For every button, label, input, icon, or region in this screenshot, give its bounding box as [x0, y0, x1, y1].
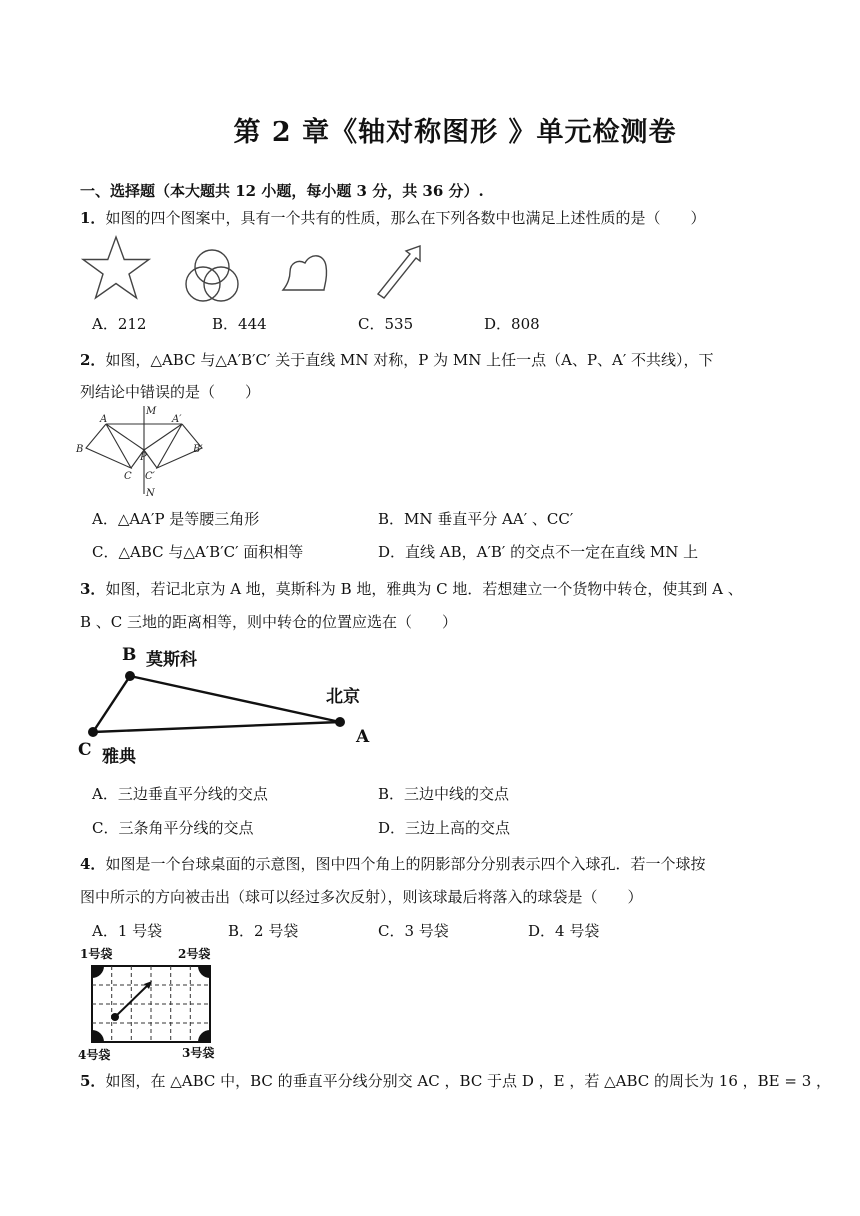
fig3-label-beijing: 北京	[326, 687, 360, 707]
question-5-number: 5．	[80, 1072, 106, 1090]
question-2-line2: 列结论中错误的是（ ）	[80, 383, 261, 401]
question-4-line1	[80, 853, 705, 874]
question-2-number: 2．	[80, 351, 106, 369]
q3-option-d: D．三边上高的交点	[378, 819, 511, 837]
fig2-label-m: M	[146, 406, 157, 417]
q1-option-b: B．444	[212, 315, 267, 333]
question-1-figures	[78, 232, 438, 306]
question-4-line2: 图中所示的方向被击出（球可以经过多次反射），则该球最后将落入的球袋是（ ）	[80, 888, 643, 906]
three-circles-icon	[186, 250, 238, 301]
question-3-line1	[80, 578, 743, 599]
section-heading: 一、选择题（本大题共 12 小题，每小题 3 分，共 36 分）.	[80, 182, 484, 200]
pocket-1-label: 1号袋	[80, 947, 113, 961]
q1-option-c: C．535	[358, 315, 414, 333]
q2-option-d: D．直线 AB，A′B′ 的交点不一定在直线 MN 上	[378, 543, 699, 561]
fig2-label-p: P	[140, 452, 147, 463]
question-3-text: 如图，若记北京为 A 地，莫斯科为 B 地，雅典为 C 地．若想建立一个货物中转仓，使其到 A 、	[105, 580, 743, 598]
fig2-label-b-prime: B′	[193, 444, 203, 455]
fig3-label-c: C	[78, 740, 92, 760]
arrow-icon	[378, 246, 420, 298]
fig2-label-c-prime: C′	[145, 471, 155, 482]
fig3-label-athens: 雅典	[102, 747, 136, 767]
star-icon	[83, 237, 149, 298]
fig3-label-moscow: 莫斯科	[146, 650, 197, 670]
question-3-number: 3．	[80, 580, 106, 598]
q1-option-d: D．808	[484, 315, 540, 333]
question-1-number: 1．	[80, 209, 106, 227]
pocket-3-label: 3号袋	[182, 1046, 215, 1060]
page-title: 第 2 章《轴对称图形 》单元检测卷	[233, 117, 677, 148]
q4-option-a: A．1 号袋	[92, 922, 163, 940]
q4-option-b: B．2 号袋	[228, 922, 299, 940]
fig3-label-b: B	[122, 645, 137, 665]
q4-option-d: D．4 号袋	[528, 922, 600, 940]
pocket-2-label: 2号袋	[178, 947, 211, 961]
question-2-line1	[80, 349, 714, 370]
question-3-figure	[74, 640, 384, 770]
question-4-number: 4．	[80, 855, 106, 873]
question-4-text: 如图是一个台球桌面的示意图，图中四个角上的阴影部分分别表示四个入球孔．若一个球按	[105, 855, 706, 873]
q3-option-b: B．三边中线的交点	[378, 785, 510, 803]
question-1	[80, 207, 705, 228]
question-2-figure	[74, 404, 214, 500]
question-3-line2: B 、C 三地的距离相等，则中转仓的位置应选在（ ）	[80, 613, 458, 631]
q2-option-c: C．△ABC 与△A′B′C′ 面积相等	[92, 543, 304, 561]
fig2-label-c: C	[124, 471, 132, 482]
q3-option-c: C．三条角平分线的交点	[92, 819, 254, 837]
q2-option-b: B．MN 垂直平分 AA′ 、CC′	[378, 510, 574, 528]
q3-option-a: A．三边垂直平分线的交点	[92, 785, 268, 803]
fig2-label-a: A	[100, 414, 108, 425]
q2-option-a: A．△AA′P 是等腰三角形	[92, 510, 260, 528]
question-1-text: 如图的四个图案中，具有一个共有的性质，那么在下列各数中也满足上述性质的是（ ）	[105, 209, 706, 227]
question-5	[80, 1070, 831, 1091]
question-5-text: 如图，在 △ABC 中，BC 的垂直平分线分别交 AC ，BC 于点 D ，E ，若 △ABC 的周长为 16 ，BE = 3 ，	[105, 1072, 832, 1090]
pocket-4-label: 4号袋	[78, 1048, 111, 1062]
q1-option-a: A．212	[92, 315, 147, 333]
fig3-label-a: A	[356, 727, 370, 747]
fig2-label-n: N	[146, 488, 155, 499]
q4-option-c: C．3 号袋	[378, 922, 449, 940]
question-4-figure	[74, 942, 234, 1062]
fig2-label-a-prime: A′	[172, 414, 182, 425]
question-2-text: 如图，△ABC 与△A′B′C′ 关于直线 MN 对称，P 为 MN 上任一点（A、P、A′ 不共线），下	[105, 351, 714, 369]
fig2-label-b: B	[76, 444, 84, 455]
heart-icon	[283, 256, 327, 290]
